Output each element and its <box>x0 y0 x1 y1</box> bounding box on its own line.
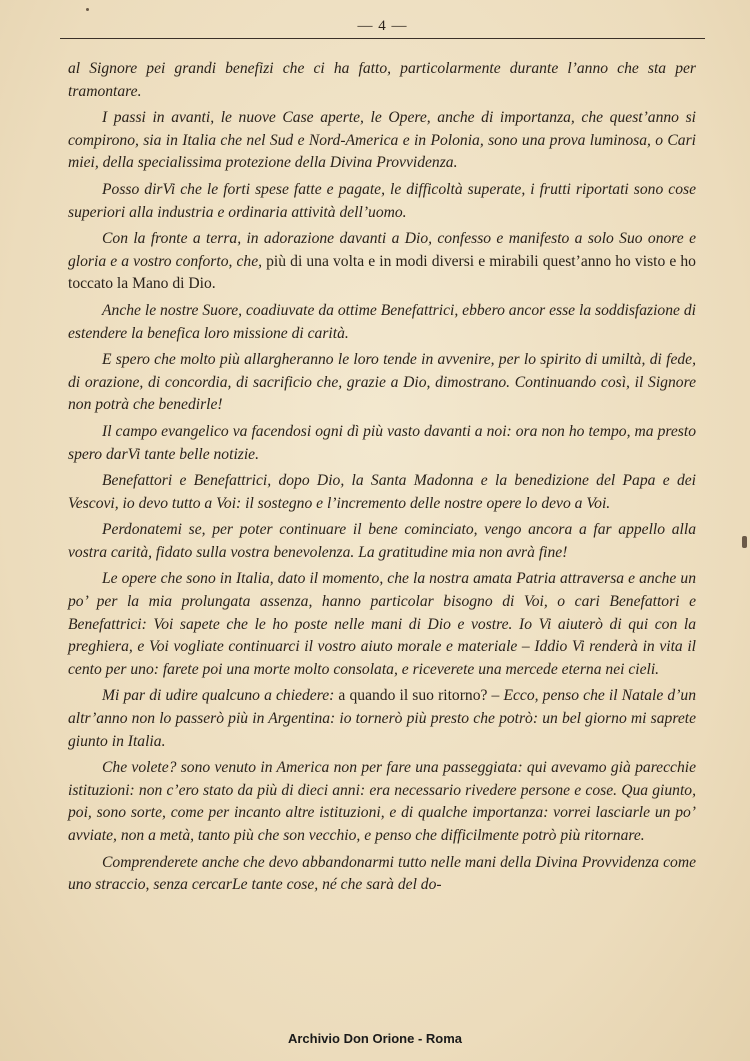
paragraph <box>68 685 696 753</box>
paragraph: E spero che molto più allargheranno le loro tende in avvenire, per lo spirito di umiltà, di fede, di orazione, di concordia, di sacrificio che, grazie a Dio, dimostrano. Continuando così, il Signore non potrà che benedirle! <box>68 351 696 414</box>
paragraph: al Signore pei grandi benefizi che ci ha fatto, particolarmente durante l’anno che sta per tramontare. <box>68 60 696 100</box>
archive-footer: Archivio Don Orione - Roma <box>287 1031 463 1046</box>
page-header <box>60 16 705 42</box>
paragraph: Posso dirVi che le forti spese fatte e pagate, le difficoltà superate, i frutti riportati sono cose superiori alla industria e ordinaria attività dell’uomo. <box>68 180 696 221</box>
paragraph: Che volete? sono venuto in America non per fare una passeggiata: qui avevamo già parecchie istituzioni: non c’ero stato da più di dieci anni: era necessario rivedere persone e cose. Qua giunto, poi, sono sorte, come per incanto altre istituzioni, e di qualche importanza: vorrei lasciarle un po’ avviate, non a metà, tanto più che son vecchio, e penso che difficilmente potrò più ritornare. <box>68 759 696 844</box>
paragraph-italic-part: Ecco, penso che il Natale d’un altr’anno non lo passerò più in Argentina: io tornerò più presto che potrò: un bel giorno mi saprete giunto in Italia. <box>68 687 697 750</box>
paragraph: Anche le nostre Suore, coadiuvate da ottime Benefattrici, ebbero ancor esse la soddisfazione di estendere la benefica loro missione di carità. <box>68 301 696 342</box>
paper-speck <box>86 8 89 11</box>
paragraph: Benefattori e Benefattrici, dopo Dio, la Santa Madonna e la benedizione del Papa e dei Vescovi, io devo tutto a Voi: il sostegno e l’incremento delle nostre opere lo devo a Voi. <box>68 472 696 512</box>
letter-body <box>68 58 696 901</box>
paragraph-italic-part: Mi par di udire qualcuno a chiedere: <box>102 687 335 705</box>
paragraph-roman-part: a quando il suo ritorno? – <box>334 687 504 705</box>
paragraph-italic-part: Con la fronte a terra, in adorazione davanti a Dio, confesso e manifesto a solo Suo onore e gloria e a vostro conforto, che, <box>68 230 696 270</box>
header-rule <box>60 38 705 39</box>
paragraph-roman-part: più di una volta e in modi diversi e mirabili quest’anno ho visto e ho toccato la Mano di Dio. <box>68 252 696 293</box>
paragraph: Le opere che sono in Italia, dato il momento, che la nostra amata Patria attraversa e anche un po’ per la mia prolungata assenza, hanno particolar bisogno di Voi, o cari Benefattori e Benefattrici: Voi sapete che le ho poste nelle mani di Dio e vostre. Io Vi aiuterò di qui con la preghiera, e Voi vogliate continuarci il vostro aiuto morale e materiale – Iddio Vi renderà in vita il cento per uno: farete poi una morte molto consolata, e riceverete una mercede eterna nei cieli. <box>68 570 696 678</box>
page-number: — 4 — <box>357 18 408 34</box>
paragraph <box>68 228 696 296</box>
paragraph: Il campo evangelico va facendosi ogni dì più vasto davanti a noi: ora non ho tempo, ma presto spero darVi tante belle notizie. <box>68 422 696 463</box>
edge-mark <box>742 536 747 548</box>
paragraph: Comprenderete anche che devo abbandonarmi tutto nelle mani della Divina Provvidenza come uno straccio, senza cercarLe tante cose, né che sarà del do- <box>68 853 696 894</box>
paragraph: Perdonatemi se, per poter continuare il bene cominciato, vengo ancora a far appello alla vostra carità, fidato sulla vostra benevolenza. La gratitudine mia non avrà fine! <box>68 521 696 561</box>
paragraph: I passi in avanti, le nuove Case aperte, le Opere, anche di importanza, che quest’anno si compirono, sia in Italia che nel Sud e Nord-America e in Polonia, sono una prova luminosa, o Cari miei, della specialissima protezione della Divina Provvidenza. <box>68 109 696 172</box>
